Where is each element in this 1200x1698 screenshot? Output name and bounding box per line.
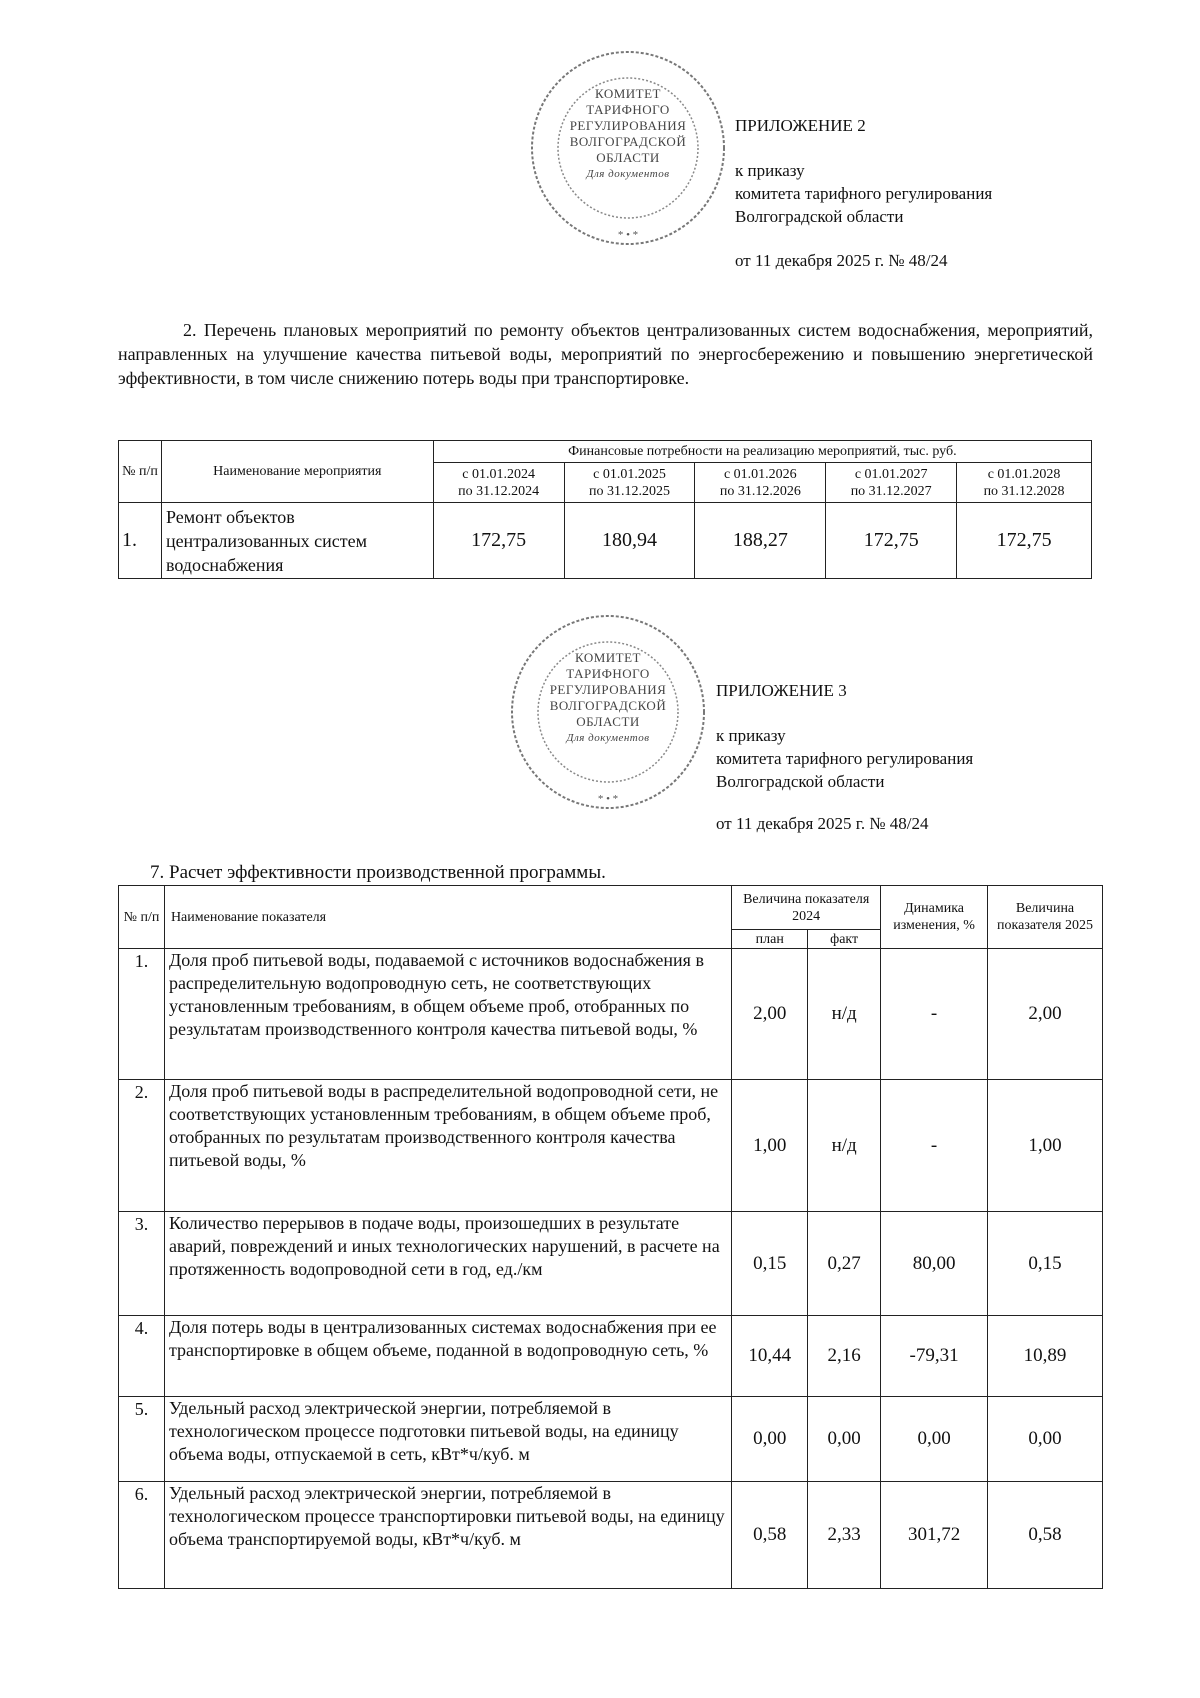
row-num: 6. — [119, 1482, 165, 1589]
stamp-line: ОБЛАСТИ — [596, 150, 660, 165]
appendix2-line2: комитета тарифного регулирования — [735, 184, 993, 203]
row-name: Доля проб питьевой воды в распределительной водопроводной сети, не соответствующих установленным требованиям, в общем объеме проб, отобранных по результатам производственного контроля качества питьевой воды, % — [164, 1080, 731, 1212]
row-name: Количество перерывов в подаче воды, произошедших в результате аварий, повреждений и иных технологических нарушений, в расчете на протяженность водопроводной сети в год, ед./км — [164, 1212, 731, 1316]
stamp-line: ОБЛАСТИ — [576, 714, 640, 729]
row-fact: 2,33 — [808, 1482, 881, 1589]
row-plan: 1,00 — [732, 1080, 808, 1212]
row-dynamics: 80,00 — [881, 1212, 988, 1316]
row-value: 172,75 — [433, 503, 564, 579]
stamp-line: ТАРИФНОГО — [566, 666, 650, 681]
table-row — [119, 1397, 1103, 1482]
section2-text: 2. Перечень плановых мероприятий по ремонту объектов централизованных систем водоснабжения, мероприятий, направленных на улучшение качества питьевой воды, мероприятий по энергосбережению и повышению энергетической эффективности, в том числе снижению потерь воды при транспортировке. — [118, 320, 1093, 388]
row-2025: 10,89 — [988, 1316, 1103, 1397]
row-2025: 0,00 — [988, 1397, 1103, 1482]
stamp-line: Для документов — [586, 168, 670, 180]
row-fact: н/д — [808, 949, 881, 1080]
row-name: Ремонт объектов централизованных систем водоснабжения — [161, 503, 433, 579]
svg-text:* • *: * • * — [597, 793, 619, 805]
section2-paragraph — [118, 318, 1093, 390]
row-dynamics: 0,00 — [881, 1397, 988, 1482]
period-header: с 01.01.2025 по 31.12.2025 — [564, 463, 695, 503]
period-header: с 01.01.2028 по 31.12.2028 — [957, 463, 1092, 503]
row-2025: 1,00 — [988, 1080, 1103, 1212]
stamp-line: КОМИТЕТ — [594, 86, 661, 101]
row-dynamics: - — [881, 949, 988, 1080]
row-num: 5. — [119, 1397, 165, 1482]
row-num: 1. — [119, 949, 165, 1080]
row-name: Удельный расход электрической энергии, потребляемой в технологическом процессе подготовки питьевой воды, на единицу объема воды, отпускаемой в сеть, кВт*ч/куб. м — [164, 1397, 731, 1482]
appendix3-line1: к приказу — [716, 726, 786, 745]
row-value: 188,27 — [695, 503, 826, 579]
official-stamp-2 — [508, 612, 708, 812]
row-plan: 10,44 — [732, 1316, 808, 1397]
appendix2-line3: Волгоградской области — [735, 207, 904, 226]
row-value: 172,75 — [826, 503, 957, 579]
col-plan-header: план — [732, 930, 808, 949]
stamp-line: КОМИТЕТ — [574, 650, 641, 665]
row-dynamics: 301,72 — [881, 1482, 988, 1589]
row-num: 1. — [119, 503, 162, 579]
group-header: Финансовые потребности на реализацию мероприятий, тыс. руб. — [433, 441, 1091, 463]
col-name-header: Наименование показателя — [164, 886, 731, 949]
table-row — [119, 1482, 1103, 1589]
stamp-line: ВОЛГОГРАДСКОЙ — [549, 698, 667, 713]
row-plan: 2,00 — [732, 949, 808, 1080]
table-row — [119, 1080, 1103, 1212]
col-2024-header: Величина показателя 2024 — [732, 886, 881, 930]
appendix3-line2: комитета тарифного регулирования — [716, 749, 974, 768]
row-value: 180,94 — [564, 503, 695, 579]
row-fact: 0,00 — [808, 1397, 881, 1482]
efficiency-table — [118, 885, 1103, 1589]
period-header: с 01.01.2026 по 31.12.2026 — [695, 463, 826, 503]
section7-title: 7. Расчет эффективности производственной программы. — [150, 862, 606, 883]
col-name-header: Наименование мероприятия — [161, 441, 433, 503]
row-num: 4. — [119, 1316, 165, 1397]
row-fact: 0,27 — [808, 1212, 881, 1316]
table-row — [119, 503, 1092, 579]
table-row — [119, 1212, 1103, 1316]
period-header: с 01.01.2024 по 31.12.2024 — [433, 463, 564, 503]
row-2025: 0,15 — [988, 1212, 1103, 1316]
appendix3-title: ПРИЛОЖЕНИЕ 3 — [716, 681, 847, 700]
row-2025: 2,00 — [988, 949, 1103, 1080]
table-row — [119, 1316, 1103, 1397]
row-name: Доля проб питьевой воды, подаваемой с источников водоснабжения в распределительную водопроводную сеть, не соответствующих установленным требованиям, в общем объеме проб, отобранных по результатам производственного контроля качества питьевой воды, % — [164, 949, 731, 1080]
row-value: 172,75 — [957, 503, 1092, 579]
col-num-header: № п/п — [119, 441, 162, 503]
col-fact-header: факт — [808, 930, 881, 949]
svg-text:* • *: * • * — [617, 229, 639, 241]
col-2025-header: Величина показателя 2025 — [988, 886, 1103, 949]
stamp-line: Для документов — [566, 732, 650, 744]
stamp-line: РЕГУЛИРОВАНИЯ — [549, 682, 667, 697]
col-num-header: № п/п — [119, 886, 165, 949]
row-name: Удельный расход электрической энергии, потребляемой в технологическом процессе транспортировки питьевой воды, на единицу объема транспортируемой воды, кВт*ч/куб. м — [164, 1482, 731, 1589]
row-num: 2. — [119, 1080, 165, 1212]
row-plan: 0,00 — [732, 1397, 808, 1482]
appendix2-title: ПРИЛОЖЕНИЕ 2 — [735, 116, 866, 135]
appendix3-line3: Волгоградской области — [716, 772, 885, 791]
row-num: 3. — [119, 1212, 165, 1316]
stamp-line: ТАРИФНОГО — [586, 102, 670, 117]
col-dynamics-header: Динамика изменения, % — [881, 886, 988, 949]
row-plan: 0,58 — [732, 1482, 808, 1589]
row-fact: н/д — [808, 1080, 881, 1212]
appendix3-date: от 11 декабря 2025 г. № 48/24 — [716, 814, 929, 833]
stamp-line: ВОЛГОГРАДСКОЙ — [569, 134, 687, 149]
row-dynamics: -79,31 — [881, 1316, 988, 1397]
row-2025: 0,58 — [988, 1482, 1103, 1589]
stamp-line: РЕГУЛИРОВАНИЯ — [569, 118, 687, 133]
row-fact: 2,16 — [808, 1316, 881, 1397]
row-name: Доля потерь воды в централизованных системах водоснабжения при ее транспортировке в общем объеме, поданной в водопроводную сеть, % — [164, 1316, 731, 1397]
official-stamp-1 — [528, 48, 728, 248]
table-row — [119, 949, 1103, 1080]
appendix2-line1: к приказу — [735, 161, 805, 180]
appendix2-date: от 11 декабря 2025 г. № 48/24 — [735, 251, 948, 270]
row-plan: 0,15 — [732, 1212, 808, 1316]
financial-needs-table — [118, 440, 1092, 579]
row-dynamics: - — [881, 1080, 988, 1212]
period-header: с 01.01.2027 по 31.12.2027 — [826, 463, 957, 503]
